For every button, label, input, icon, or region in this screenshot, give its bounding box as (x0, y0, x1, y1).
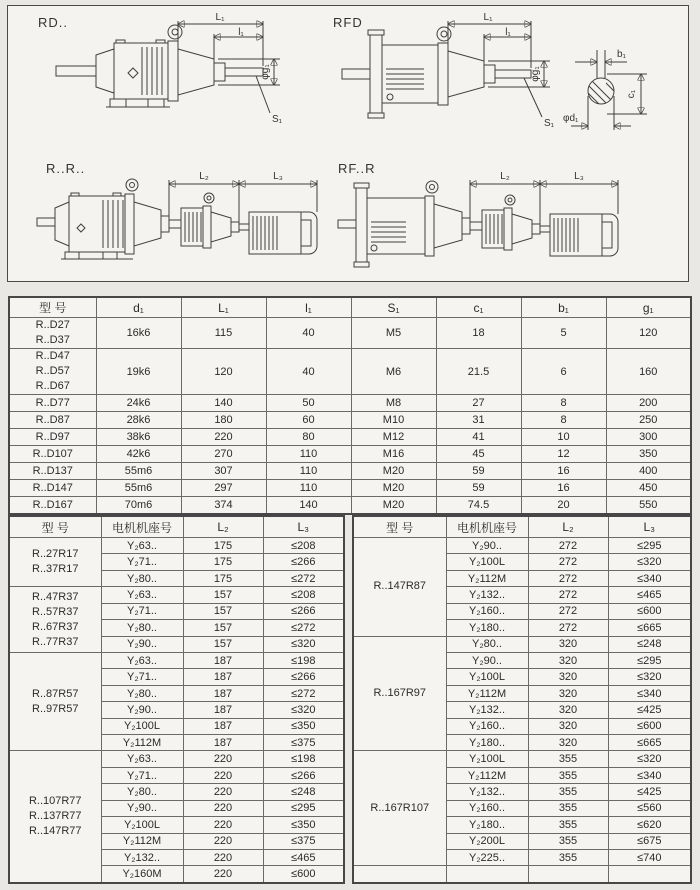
rd-drawing (48, 9, 313, 157)
value-cell: 270 (181, 446, 266, 463)
value-cell: 16k6 (96, 318, 181, 349)
value-cell: 59 (436, 463, 521, 480)
value-cell: 110 (266, 463, 351, 480)
rfd-label: RFD (333, 15, 363, 30)
column-header: L₂ (183, 516, 263, 538)
value-cell: 40 (266, 349, 351, 395)
model-cell (9, 429, 96, 446)
value-cell: ≤665 (608, 735, 691, 751)
value-cell: Y₂112M (101, 735, 183, 751)
value-cell: 140 (266, 497, 351, 515)
value-cell: 59 (436, 480, 521, 497)
value-cell: Y₂90.. (101, 800, 183, 816)
rr-drawing (33, 164, 353, 282)
dim-label-S1: S₁ (544, 118, 555, 129)
value-cell: 160 (606, 349, 691, 395)
value-cell: 374 (181, 497, 266, 515)
value-cell: ≤320 (608, 669, 691, 685)
value-cell: ≤295 (608, 652, 691, 668)
model-cell (9, 652, 101, 751)
model-cell (353, 538, 446, 637)
value-cell: ≤320 (608, 554, 691, 570)
table-row (9, 497, 691, 515)
value-cell: ≤248 (608, 636, 691, 652)
value-cell: 110 (266, 446, 351, 463)
value-cell: 175 (183, 570, 263, 586)
model-line: R..167R97 (373, 687, 427, 699)
value-cell: ≤465 (263, 850, 344, 866)
dim-label-g1: φg₁ (530, 66, 541, 82)
column-header: L₁ (181, 297, 266, 318)
value-cell: 50 (266, 395, 351, 412)
model-cell (353, 751, 446, 866)
value-cell: 187 (183, 702, 263, 718)
value-cell: ≤266 (263, 554, 344, 570)
value-cell: 220 (183, 817, 263, 833)
value-cell: ≤425 (608, 784, 691, 800)
model-line: R..167R107 (370, 801, 430, 814)
dim-label-L3: L₃ (574, 171, 584, 182)
value-cell: ≤340 (608, 767, 691, 783)
model-line: R..D107 (32, 447, 73, 460)
model-line: R..D47 (35, 350, 70, 362)
value-cell: 355 (528, 817, 608, 833)
value-cell: 300 (606, 429, 691, 446)
value-cell: Y₂90.. (101, 636, 183, 652)
value-cell: Y₂132.. (446, 702, 528, 718)
value-cell: Y₂132.. (446, 784, 528, 800)
value-cell: M20 (351, 463, 436, 480)
value-cell: 220 (183, 833, 263, 849)
value-cell: ≤600 (608, 603, 691, 619)
value-cell: 307 (181, 463, 266, 480)
model-cell (9, 751, 101, 883)
value-cell: ≤675 (608, 833, 691, 849)
model-cell (9, 395, 96, 412)
column-header: 电机机座号 (101, 516, 183, 538)
drawings-panel (7, 5, 689, 282)
model-cell (9, 446, 96, 463)
value-cell: 220 (183, 800, 263, 816)
value-cell: 272 (528, 570, 608, 586)
value-cell: 220 (183, 866, 263, 883)
value-cell: 355 (528, 784, 608, 800)
value-cell: 110 (266, 480, 351, 497)
value-cell: ≤266 (263, 669, 344, 685)
table-row (353, 866, 691, 883)
model-line: R..97R57 (32, 702, 79, 715)
rfd-drawing (338, 9, 568, 159)
value-cell: 355 (528, 751, 608, 767)
value-cell: ≤248 (263, 784, 344, 800)
value-cell: Y₂112M (446, 570, 528, 586)
value-cell: Y₂160M (101, 866, 183, 883)
value-cell: 187 (183, 652, 263, 668)
table-row (9, 652, 344, 668)
value-cell: 74.5 (436, 497, 521, 515)
value-cell: Y₂90.. (446, 652, 528, 668)
value-cell: 38k6 (96, 429, 181, 446)
table-row (9, 463, 691, 480)
value-cell: 350 (606, 446, 691, 463)
value-cell: 220 (181, 429, 266, 446)
model-line: R..D97 (35, 430, 70, 443)
value-cell: 140 (181, 395, 266, 412)
value-cell: 8 (521, 395, 606, 412)
value-cell: Y₂100L (446, 669, 528, 685)
value-cell: 272 (528, 538, 608, 554)
column-header: S₁ (351, 297, 436, 318)
value-cell: Y₂71.. (101, 669, 183, 685)
column-header: 电机机座号 (446, 516, 528, 538)
model-cell (9, 497, 96, 515)
value-cell: M10 (351, 412, 436, 429)
value-cell: 16 (521, 480, 606, 497)
table-row (9, 446, 691, 463)
model-line: R..107R77 (28, 795, 82, 808)
value-cell: 187 (183, 669, 263, 685)
value-cell (608, 866, 691, 883)
value-cell: 55m6 (96, 480, 181, 497)
table-row (9, 349, 691, 395)
value-cell: 297 (181, 480, 266, 497)
value-cell: Y₂90.. (101, 702, 183, 718)
model-line: R..47R37 (32, 590, 79, 603)
value-cell: 80 (266, 429, 351, 446)
model-line: R..D137 (32, 464, 73, 477)
table-row (9, 538, 344, 554)
value-cell: 320 (528, 735, 608, 751)
dim-label-L1: L₁ (483, 12, 493, 23)
table-row (9, 429, 691, 446)
column-header: 型 号 (353, 516, 446, 538)
value-cell: ≤320 (263, 636, 344, 652)
combination-table-right (352, 515, 692, 884)
model-cell (9, 538, 101, 587)
value-cell: ≤375 (263, 735, 344, 751)
table-row (9, 412, 691, 429)
column-header: g₁ (606, 297, 691, 318)
model-line: R..27R17 (32, 548, 79, 561)
value-cell: Y₂71.. (101, 603, 183, 619)
value-cell: 180 (181, 412, 266, 429)
column-header: b₁ (521, 297, 606, 318)
value-cell: ≤208 (263, 538, 344, 554)
value-cell: M6 (351, 349, 436, 395)
model-cell (353, 636, 446, 751)
rd-label: RD.. (38, 15, 68, 30)
table-row (353, 751, 691, 767)
dim-label-l1: l₁ (238, 27, 244, 38)
value-cell: Y₂112M (101, 833, 183, 849)
value-cell: 175 (183, 554, 263, 570)
value-cell: 157 (183, 587, 263, 603)
value-cell: Y₂63.. (101, 652, 183, 668)
value-cell: Y₂80.. (101, 784, 183, 800)
model-line: R..137R77 (28, 810, 82, 823)
value-cell: 220 (183, 784, 263, 800)
value-cell: ≤340 (608, 570, 691, 586)
value-cell: Y₂71.. (101, 767, 183, 783)
model-line: R..D67 (35, 380, 70, 392)
value-cell: 200 (606, 395, 691, 412)
dim-label-b1: b₁ (617, 49, 626, 60)
combination-table-left (8, 515, 345, 884)
value-cell: M12 (351, 429, 436, 446)
value-cell: 5 (521, 318, 606, 349)
model-line: R..D37 (35, 334, 70, 346)
value-cell: 320 (528, 669, 608, 685)
value-cell: 42k6 (96, 446, 181, 463)
value-cell: 355 (528, 800, 608, 816)
value-cell: ≤350 (263, 718, 344, 734)
value-cell: ≤320 (263, 702, 344, 718)
value-cell: 220 (183, 767, 263, 783)
dim-label-S1: S₁ (272, 114, 283, 125)
value-cell: Y₂80.. (446, 636, 528, 652)
value-cell: 400 (606, 463, 691, 480)
value-cell: M20 (351, 480, 436, 497)
value-cell: Y₂132.. (446, 587, 528, 603)
value-cell: 187 (183, 685, 263, 701)
value-cell: 10 (521, 429, 606, 446)
value-cell: Y₂63.. (101, 751, 183, 767)
value-cell: 31 (436, 412, 521, 429)
table-row (9, 587, 344, 603)
model-line: R..37R17 (32, 563, 79, 576)
value-cell: Y₂100L (446, 751, 528, 767)
column-header: d₁ (96, 297, 181, 318)
column-header: 型 号 (9, 516, 101, 538)
value-cell: 120 (181, 349, 266, 395)
table-row (9, 318, 691, 349)
value-cell: Y₂63.. (101, 587, 183, 603)
dimensions-table-header (9, 297, 691, 318)
value-cell: ≤198 (263, 652, 344, 668)
value-cell: 115 (181, 318, 266, 349)
model-cell (9, 587, 101, 653)
value-cell: 250 (606, 412, 691, 429)
value-cell: Y₂180.. (446, 817, 528, 833)
value-cell: 27 (436, 395, 521, 412)
value-cell: 272 (528, 603, 608, 619)
value-cell: 19k6 (96, 349, 181, 395)
value-cell: Y₂112M (446, 685, 528, 701)
value-cell: M20 (351, 497, 436, 515)
value-cell: 6 (521, 349, 606, 395)
value-cell: M16 (351, 446, 436, 463)
dim-label-L1: L₁ (215, 12, 225, 23)
value-cell: 24k6 (96, 395, 181, 412)
value-cell: 272 (528, 587, 608, 603)
value-cell: 21.5 (436, 349, 521, 395)
column-header: c₁ (436, 297, 521, 318)
table-row (353, 538, 691, 554)
value-cell: ≤600 (608, 718, 691, 734)
value-cell: Y₂160.. (446, 603, 528, 619)
shaft-section-drawing (561, 34, 686, 139)
value-cell: 16 (521, 463, 606, 480)
model-cell (353, 866, 446, 883)
rr-label: R..R.. (46, 161, 86, 176)
value-cell: 355 (528, 833, 608, 849)
dim-label-L2: L₂ (199, 171, 209, 182)
value-cell: 175 (183, 538, 263, 554)
value-cell: 550 (606, 497, 691, 515)
value-cell: M8 (351, 395, 436, 412)
value-cell: Y₂112M (446, 767, 528, 783)
model-line: R..D77 (35, 396, 70, 409)
value-cell: 320 (528, 702, 608, 718)
column-header: l₁ (266, 297, 351, 318)
value-cell: Y₂100L (446, 554, 528, 570)
model-line: R..77R37 (32, 635, 79, 648)
value-cell: ≤295 (608, 538, 691, 554)
value-cell: 120 (606, 318, 691, 349)
value-cell: ≤266 (263, 603, 344, 619)
value-cell: ≤425 (608, 702, 691, 718)
value-cell: 41 (436, 429, 521, 446)
value-cell: Y₂90.. (446, 538, 528, 554)
value-cell: ≤198 (263, 751, 344, 767)
value-cell: ≤465 (608, 587, 691, 603)
value-cell: 157 (183, 636, 263, 652)
value-cell: ≤740 (608, 850, 691, 866)
value-cell: Y₂180.. (446, 620, 528, 636)
value-cell: ≤665 (608, 620, 691, 636)
value-cell: 60 (266, 412, 351, 429)
value-cell: ≤600 (263, 866, 344, 883)
table-row (9, 395, 691, 412)
column-header: L₂ (528, 516, 608, 538)
table-row (9, 480, 691, 497)
model-cell (9, 349, 96, 395)
value-cell: 28k6 (96, 412, 181, 429)
value-cell: 355 (528, 767, 608, 783)
value-cell: 157 (183, 620, 263, 636)
value-cell: 55m6 (96, 463, 181, 480)
value-cell: 187 (183, 735, 263, 751)
value-cell: 355 (528, 850, 608, 866)
header-row (9, 516, 344, 538)
value-cell: 450 (606, 480, 691, 497)
dimensions-table (8, 296, 692, 515)
table-row (353, 636, 691, 652)
value-cell: 187 (183, 718, 263, 734)
dim-label-d1: φd₁ (563, 113, 579, 124)
value-cell: 8 (521, 412, 606, 429)
model-cell (9, 480, 96, 497)
value-cell: Y₂225.. (446, 850, 528, 866)
model-line: R..147R87 (373, 580, 427, 593)
model-cell (9, 318, 96, 349)
value-cell: Y₂63.. (101, 538, 183, 554)
column-header: L₃ (263, 516, 344, 538)
value-cell: 320 (528, 718, 608, 734)
value-cell: 157 (183, 603, 263, 619)
model-line: R..67R37 (32, 620, 79, 633)
table-row (9, 751, 344, 767)
value-cell: ≤272 (263, 685, 344, 701)
model-line: R..57R37 (32, 605, 79, 618)
value-cell: ≤560 (608, 800, 691, 816)
value-cell: 220 (183, 751, 263, 767)
value-cell: 272 (528, 620, 608, 636)
dim-label-L2: L₂ (500, 171, 510, 182)
value-cell: Y₂160.. (446, 800, 528, 816)
column-header: L₃ (608, 516, 691, 538)
value-cell: Y₂100L (101, 718, 183, 734)
value-cell: ≤208 (263, 587, 344, 603)
value-cell: Y₂160.. (446, 718, 528, 734)
dim-label-g1: φg₁ (260, 64, 271, 80)
value-cell: 320 (528, 636, 608, 652)
value-cell: Y₂71.. (101, 554, 183, 570)
model-line: R..D87 (35, 413, 70, 426)
rfr-drawing (336, 164, 666, 282)
value-cell: Y₂80.. (101, 685, 183, 701)
value-cell: 320 (528, 652, 608, 668)
model-line: R..87R57 (32, 687, 79, 700)
model-line: R..D147 (32, 481, 73, 494)
model-line: R..D167 (32, 498, 73, 511)
value-cell: 18 (436, 318, 521, 349)
value-cell: M5 (351, 318, 436, 349)
value-cell: 20 (521, 497, 606, 515)
value-cell (446, 866, 528, 883)
value-cell: 320 (528, 685, 608, 701)
model-cell (9, 463, 96, 480)
value-cell: Y₂180.. (446, 735, 528, 751)
header-row (353, 516, 691, 538)
value-cell: ≤340 (608, 685, 691, 701)
value-cell: 272 (528, 554, 608, 570)
value-cell: 45 (436, 446, 521, 463)
value-cell: ≤295 (263, 800, 344, 816)
value-cell: 220 (183, 850, 263, 866)
value-cell: ≤272 (263, 620, 344, 636)
rfr-label: RF..R (338, 161, 376, 176)
value-cell: ≤266 (263, 767, 344, 783)
model-cell (9, 412, 96, 429)
value-cell: 70m6 (96, 497, 181, 515)
value-cell: ≤320 (608, 751, 691, 767)
value-cell: ≤620 (608, 817, 691, 833)
value-cell: ≤272 (263, 570, 344, 586)
dim-label-L3: L₃ (273, 171, 283, 182)
value-cell: Y₂132.. (101, 850, 183, 866)
model-line: R..D57 (35, 365, 70, 377)
value-cell: ≤375 (263, 833, 344, 849)
value-cell: 40 (266, 318, 351, 349)
dim-label-c1: c₁ (626, 89, 637, 99)
header-row (9, 297, 691, 318)
model-line: R..D27 (35, 319, 70, 331)
value-cell: Y₂80.. (101, 570, 183, 586)
value-cell (528, 866, 608, 883)
value-cell: 12 (521, 446, 606, 463)
value-cell: Y₂80.. (101, 620, 183, 636)
value-cell: Y₂200L (446, 833, 528, 849)
dim-label-l1: l₁ (505, 27, 511, 38)
column-header: 型 号 (9, 297, 96, 318)
value-cell: Y₂100L (101, 817, 183, 833)
value-cell: ≤350 (263, 817, 344, 833)
model-line: R..147R77 (28, 825, 82, 838)
